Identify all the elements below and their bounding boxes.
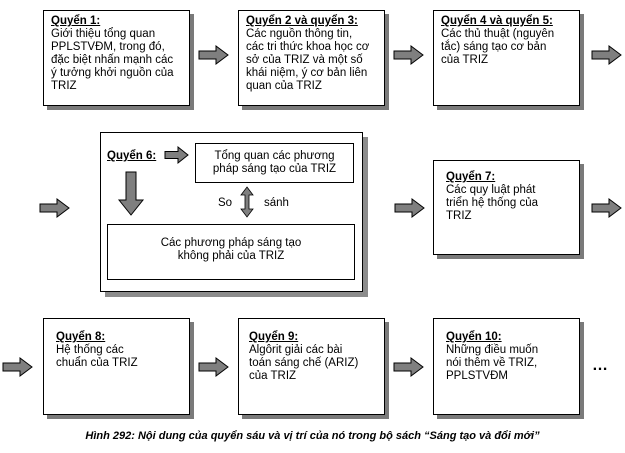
arrow-right-icon: [199, 46, 229, 64]
book-2-3-line-4: khái niệm, ý cơ bản liên: [246, 67, 368, 79]
book-2-3-line-3: sở của TRIZ và một số: [246, 54, 363, 66]
arrow-down-icon: [119, 172, 143, 216]
arrow-right-icon: [40, 199, 70, 217]
compare-label-right: sánh: [264, 197, 289, 209]
book-4-5-line-2: tắc) sáng tạo cơ bản: [441, 41, 547, 53]
book-1-line-3: đặc biệt nhấn mạnh các: [51, 54, 174, 66]
book-6-triz-methods-box: [195, 143, 354, 183]
book-8-line-1: Hệ thống các: [56, 344, 124, 356]
book-10-line-1: Những điều muốn: [446, 344, 539, 356]
book-1-line-5: TRIZ: [51, 80, 77, 92]
book-7-line-3: TRIZ: [446, 210, 472, 222]
arrow-right-icon: [394, 358, 424, 376]
book-4-5-line-1: Các thủ thuật (nguyên: [441, 28, 555, 40]
book-6-top-line-2: pháp sáng tạo của TRIZ: [212, 163, 337, 175]
book-7-line-2: triển hệ thống của: [446, 197, 539, 209]
book-10-line-2: nói thêm về TRIZ,: [446, 357, 538, 369]
book-10-box: [433, 318, 580, 415]
book-2-3-line-5: quan của TRIZ: [246, 80, 322, 92]
book-2-3-line-2: các tri thức khoa học cơ: [246, 41, 370, 53]
book-9-line-3: của TRIZ: [249, 370, 297, 382]
book-9-line-1: Algôrit giải các bài: [249, 344, 343, 356]
book-1-line-2: PPLSTVĐM, trong đó,: [51, 41, 165, 53]
arrow-right-icon: [592, 46, 622, 64]
book-7-box: [433, 160, 580, 255]
book-8-title: Quyển 8:: [56, 331, 106, 343]
arrow-right-icon: [3, 358, 33, 376]
book-6-title: Quyển 6:: [107, 150, 157, 162]
book-4-5-line-3: của TRIZ: [441, 54, 489, 66]
book-2-3-line-1: Các nguồn thông tin,: [246, 28, 353, 40]
book-1-box: [43, 10, 190, 106]
book-2-3-title: Quyển 2 và quyển 3:: [246, 15, 358, 27]
arrow-right-icon: [165, 147, 189, 163]
ellipsis: …: [592, 357, 609, 374]
book-2-3-box: [238, 10, 385, 106]
book-4-5-title: Quyển 4 và quyển 5:: [441, 15, 553, 27]
book-1-line-4: ý tưởng khởi nguồn của: [51, 67, 174, 79]
book-6-top-line-1: Tổng quan các phương: [214, 150, 335, 162]
book-8-line-2: chuẩn của TRIZ: [56, 357, 138, 369]
book-10-line-3: PPLSTVĐM: [446, 370, 508, 382]
book-7-line-1: Các quy luật phát: [446, 184, 536, 196]
book-6-non-triz-methods-box: [107, 224, 355, 280]
arrow-right-icon: [395, 199, 425, 217]
book-1-line-1: Giới thiệu tổng quan: [51, 28, 156, 40]
book-4-5-box: [433, 10, 580, 106]
book-9-box: [238, 318, 385, 415]
book-9-line-2: toán sáng chế (ARIZ): [249, 357, 359, 369]
book-1-title: Quyển 1:: [51, 15, 101, 27]
book-9-title: Quyển 9:: [249, 331, 299, 343]
figure-caption: Hình 292: Nội dung của quyển sáu và vị trí của nó trong bộ sách “Sáng tạo và đổi mới”: [85, 430, 540, 442]
arrow-right-icon: [199, 358, 229, 376]
arrow-right-icon: [592, 199, 622, 217]
arrow-right-icon: [394, 46, 424, 64]
book-6-bottom-line-2: không phải của TRIZ: [177, 250, 285, 262]
book-8-box: [43, 318, 190, 415]
arrow-up-down-icon: [241, 187, 253, 217]
book-7-title: Quyển 7:: [446, 171, 496, 183]
book-6-bottom-line-1: Các phương pháp sáng tạo: [160, 237, 302, 249]
book-10-title: Quyển 10:: [446, 331, 502, 343]
compare-label-left: So: [218, 197, 233, 209]
